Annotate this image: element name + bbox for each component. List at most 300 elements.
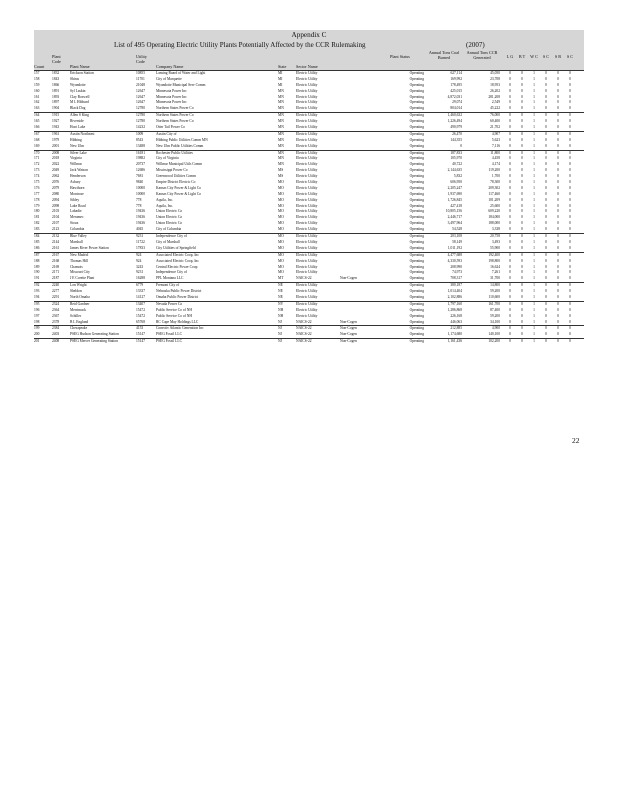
row-flag: 0 xyxy=(521,137,523,142)
row-flag: 0 xyxy=(521,339,523,344)
row-ccr-generated: 23,708 xyxy=(490,76,500,81)
row-flag: 1 xyxy=(533,168,535,173)
row-plant-name: Marshall xyxy=(70,239,83,244)
row-flag: 0 xyxy=(569,258,571,263)
row-ccr-generated: 7,261 xyxy=(491,270,500,275)
row-flag: 0 xyxy=(557,215,559,220)
row-status: Operating xyxy=(409,332,424,337)
row-plant-name: B L England xyxy=(70,319,89,324)
row-utility-code: 924 xyxy=(136,252,142,257)
row-status: Operating xyxy=(409,307,424,312)
row-company-name: Fremont City of xyxy=(156,283,180,288)
row-state: NJ xyxy=(278,332,282,337)
row-coal-burned: 804,014 xyxy=(450,106,462,111)
row-state: MN xyxy=(278,88,284,93)
row-status: Operating xyxy=(409,245,424,250)
row-count: 194 xyxy=(34,294,40,299)
row-flag: 0 xyxy=(557,119,559,124)
row-flag: 0 xyxy=(509,100,511,105)
row-state: NE xyxy=(278,289,283,294)
row-sector: Electric Utility xyxy=(296,294,318,299)
row-state: MN xyxy=(278,150,284,155)
row-flag: 1 xyxy=(533,100,535,105)
row-state: MO xyxy=(278,234,284,239)
row-ccr-generated: 119,200 xyxy=(488,168,500,173)
row-utility-code: 13337 xyxy=(136,289,145,294)
row-company-name: Central Electric Power Coop xyxy=(156,264,198,269)
row-ccr-generated: 281,208 xyxy=(488,94,500,99)
row-flag: 0 xyxy=(545,319,547,324)
table-row xyxy=(34,131,584,138)
row-coal-burned: 74,973 xyxy=(452,270,462,275)
row-count: 189 xyxy=(34,264,40,269)
row-status: Operating xyxy=(409,88,424,93)
row-flag: 0 xyxy=(557,301,559,306)
row-sector-subname: Non-Cogen xyxy=(340,326,357,331)
row-state: MN xyxy=(278,94,284,99)
row-status: Operating xyxy=(409,239,424,244)
row-ccr-generated: 4,458 xyxy=(491,156,500,161)
row-flag: 0 xyxy=(509,71,511,75)
row-flag: 0 xyxy=(557,143,559,148)
row-flag: 0 xyxy=(521,143,523,148)
row-count: 186 xyxy=(34,245,40,250)
row-count: 187 xyxy=(34,252,40,257)
row-plant-name: M L Hibbard xyxy=(70,100,89,105)
row-company-name: Independence City of xyxy=(156,270,187,275)
row-company-name: Northern States Power Co xyxy=(156,106,194,111)
row-plant-name: Clay Boswell xyxy=(70,94,90,99)
row-ccr-generated: 60,400 xyxy=(490,119,500,124)
row-coal-burned: 3,497,964 xyxy=(447,221,462,226)
row-ccr-generated: 3,338 xyxy=(491,227,500,232)
row-sector: Electric Utility xyxy=(296,71,318,75)
row-coal-burned: 380,187 xyxy=(450,283,462,288)
row-utility-code: 9840 xyxy=(136,180,144,185)
row-utility-code: 12647 xyxy=(136,88,145,93)
row-sector: Electric Utility xyxy=(296,307,318,312)
row-flag: 0 xyxy=(521,276,523,281)
row-flag: 0 xyxy=(509,88,511,93)
row-flag: 1 xyxy=(533,258,535,263)
row-flag: 0 xyxy=(557,221,559,226)
row-flag: 0 xyxy=(557,339,559,344)
row-flag: 0 xyxy=(509,227,511,232)
row-flag: 1 xyxy=(533,283,535,288)
row-company-name: Otter Tail Power Co xyxy=(156,125,185,130)
row-flag: 0 xyxy=(521,289,523,294)
row-status: Operating xyxy=(409,106,424,111)
row-flag: 0 xyxy=(545,313,547,318)
row-state: MO xyxy=(278,209,284,214)
row-plant-name: Shiras xyxy=(70,76,79,81)
row-coal-burned: 58,149 xyxy=(452,239,462,244)
row-coal-burned: 54,528 xyxy=(452,227,462,232)
row-flag: 0 xyxy=(509,264,511,269)
row-status: Operating xyxy=(409,185,424,190)
row-plant-name: PSEG Hudson Generating Station xyxy=(70,332,119,337)
row-count: 191 xyxy=(34,276,40,281)
row-sector: Electric Utility xyxy=(296,150,318,155)
row-ccr-generated: 2,549 xyxy=(491,100,500,105)
row-plant-code: 2403 xyxy=(52,332,60,337)
row-coal-burned: 29,074 xyxy=(452,100,462,105)
row-count: 178 xyxy=(34,197,40,202)
row-coal-burned: 169,992 xyxy=(450,76,462,81)
row-flag: 0 xyxy=(569,252,571,257)
row-plant-code: 1866 xyxy=(52,82,60,87)
row-plant-name: J E Corette Plant xyxy=(70,276,95,281)
row-status: Operating xyxy=(409,283,424,288)
row-flag: 0 xyxy=(557,185,559,190)
row-sector-subname: Non-Cogen xyxy=(340,339,357,344)
row-status: Operating xyxy=(409,313,424,318)
row-flag: 0 xyxy=(521,162,523,167)
row-state: MN xyxy=(278,125,284,130)
row-flag: 0 xyxy=(557,156,559,161)
row-flag: 0 xyxy=(521,88,523,93)
row-state: NV xyxy=(278,301,284,306)
row-flag: 0 xyxy=(521,82,523,87)
row-utility-code: 7681 xyxy=(136,174,144,179)
row-ccr-generated: 198,800 xyxy=(488,258,500,263)
row-utility-code: 21048 xyxy=(136,82,145,87)
row-plant-name: Black Dog xyxy=(70,106,86,111)
row-flag: 0 xyxy=(569,234,571,239)
table-row xyxy=(34,301,584,308)
row-state: MO xyxy=(278,203,284,208)
row-flag: 0 xyxy=(557,125,559,130)
row-flag: 0 xyxy=(545,276,547,281)
row-plant-code: 2364 xyxy=(52,307,60,312)
row-flag: 0 xyxy=(569,185,571,190)
row-coal-burned: 40,722 xyxy=(452,162,462,167)
row-flag: 0 xyxy=(545,76,547,81)
row-coal-burned: 178,495 xyxy=(450,82,462,87)
row-flag: 0 xyxy=(569,131,571,136)
row-plant-code: 2132 xyxy=(52,234,60,239)
row-ccr-generated: 3,493 xyxy=(491,239,500,244)
row-ccr-generated: 34,100 xyxy=(490,319,500,324)
row-flag: 0 xyxy=(509,239,511,244)
row-count: 182 xyxy=(34,221,40,226)
row-flag: 0 xyxy=(557,191,559,196)
row-sector: NAICS-22 xyxy=(296,332,312,337)
row-ccr-generated: 26,202 xyxy=(490,88,500,93)
row-flag: 0 xyxy=(509,307,511,312)
row-flag: 0 xyxy=(509,119,511,124)
row-flag: 0 xyxy=(509,313,511,318)
row-flag: 0 xyxy=(569,88,571,93)
row-count: 169 xyxy=(34,143,40,148)
row-utility-code: 6779 xyxy=(136,283,144,288)
row-flag: 0 xyxy=(545,71,547,75)
row-plant-code: 2022 xyxy=(52,162,60,167)
row-company-name: Minnesota Power Inc xyxy=(156,100,187,105)
row-flag: 0 xyxy=(569,276,571,281)
row-flag: 0 xyxy=(521,332,523,337)
row-sector: NAICS-22 xyxy=(296,319,312,324)
row-flag: 0 xyxy=(509,289,511,294)
row-utility-code: 10855 xyxy=(136,71,145,75)
row-flag: 0 xyxy=(509,283,511,288)
row-flag: 0 xyxy=(569,221,571,226)
row-flag: 0 xyxy=(557,289,559,294)
row-count: 170 xyxy=(34,150,40,155)
row-flag: 0 xyxy=(509,209,511,214)
row-plant-code: 2169 xyxy=(52,264,60,269)
row-coal-burned: 1,011,192 xyxy=(447,245,462,250)
row-flag: 0 xyxy=(545,332,547,337)
row-flag: 1 xyxy=(533,313,535,318)
row-flag: 0 xyxy=(521,71,523,75)
row-flag: 0 xyxy=(545,82,547,87)
row-flag: 0 xyxy=(509,174,511,179)
row-flag: 0 xyxy=(521,215,523,220)
row-state: NJ xyxy=(278,319,282,324)
row-flag: 1 xyxy=(533,180,535,185)
row-flag: 0 xyxy=(569,307,571,312)
row-count: 197 xyxy=(34,313,40,318)
row-sector: Electric Utility xyxy=(296,203,318,208)
row-flag: 1 xyxy=(533,301,535,306)
row-utility-code: 19436 xyxy=(136,215,145,220)
row-sector: Electric Utility xyxy=(296,313,318,318)
row-flag: 1 xyxy=(533,174,535,179)
row-state: MO xyxy=(278,258,284,263)
row-utility-code: 778 xyxy=(136,197,142,202)
row-count: 173 xyxy=(34,168,40,173)
table-title-year: (2007) xyxy=(466,41,485,49)
row-flag: 0 xyxy=(545,113,547,118)
row-status: Operating xyxy=(409,191,424,196)
row-flag: 0 xyxy=(509,197,511,202)
row-utility-code: 12647 xyxy=(136,94,145,99)
row-status: Operating xyxy=(409,113,424,118)
row-status: Operating xyxy=(409,125,424,130)
row-coal-burned: 0 xyxy=(460,143,462,148)
row-flag: 0 xyxy=(557,294,559,299)
row-status: Operating xyxy=(409,137,424,142)
row-flag: 1 xyxy=(533,245,535,250)
row-flag: 1 xyxy=(533,71,535,75)
row-plant-name: Jack Watson xyxy=(70,168,88,173)
row-status: Operating xyxy=(409,227,424,232)
row-flag: 1 xyxy=(533,221,535,226)
row-ccr-generated: 101,209 xyxy=(488,197,500,202)
row-status: Operating xyxy=(409,119,424,124)
row-flag: 1 xyxy=(533,294,535,299)
row-plant-name: Virginia xyxy=(70,156,82,161)
row-utility-code: 924 xyxy=(136,258,142,263)
row-flag: 1 xyxy=(533,264,535,269)
row-company-name: Public Service Co of NH xyxy=(156,313,192,318)
row-flag: 0 xyxy=(569,76,571,81)
row-sector: Electric Utility xyxy=(296,215,318,220)
row-flag: 0 xyxy=(521,264,523,269)
row-plant-code: 2144 xyxy=(52,239,60,244)
row-flag: 0 xyxy=(509,131,511,136)
row-coal-burned: 1,174,680 xyxy=(447,332,462,337)
row-count: 164 xyxy=(34,113,40,118)
row-company-name: City of Marquette xyxy=(156,76,182,81)
row-flag: 0 xyxy=(557,106,559,111)
row-status: Operating xyxy=(409,209,424,214)
row-flag: 0 xyxy=(569,203,571,208)
row-flag: 0 xyxy=(557,209,559,214)
row-status: Operating xyxy=(409,143,424,148)
row-ccr-generated: 192,400 xyxy=(488,252,500,257)
row-company-name: City Utilities of Springfield xyxy=(156,245,196,250)
row-plant-name: Allen S King xyxy=(70,113,89,118)
row-state: MO xyxy=(278,252,284,257)
row-count: 167 xyxy=(34,131,40,136)
row-plant-name: Schiller xyxy=(70,313,82,318)
row-status: Operating xyxy=(409,197,424,202)
row-coal-burned: 10,805,156 xyxy=(445,209,462,214)
row-plant-code: 2171 xyxy=(52,270,60,275)
row-sector: NAICS-22 xyxy=(296,339,312,344)
row-status: Operating xyxy=(409,294,424,299)
row-flag: 0 xyxy=(521,301,523,306)
row-coal-burned: 105,970 xyxy=(450,156,462,161)
row-sector: Electric Utility xyxy=(296,234,318,239)
row-flag: 0 xyxy=(521,197,523,202)
row-utility-code: 4153 xyxy=(136,326,144,331)
row-flag: 0 xyxy=(569,100,571,105)
row-flag: 0 xyxy=(569,156,571,161)
row-state: MN xyxy=(278,156,284,161)
row-count: 192 xyxy=(34,283,40,288)
row-state: MO xyxy=(278,191,284,196)
row-flag: 0 xyxy=(521,191,523,196)
row-ccr-generated: 184,000 xyxy=(488,215,500,220)
row-utility-code: 19436 xyxy=(136,221,145,226)
row-flag: 0 xyxy=(569,137,571,142)
row-plant-code: 1832 xyxy=(52,71,60,75)
row-plant-name: Erickson Station xyxy=(70,71,94,75)
row-flag: 0 xyxy=(545,197,547,202)
row-flag: 0 xyxy=(569,313,571,318)
row-plant-code: 1943 xyxy=(52,125,60,130)
row-coal-burned: 490,979 xyxy=(450,125,462,130)
row-coal-burned: 427,418 xyxy=(450,203,462,208)
row-flag: 0 xyxy=(569,227,571,232)
row-company-name: City of Marshall xyxy=(156,239,180,244)
row-sector: Electric Utility xyxy=(296,143,318,148)
row-company-name: City of Virginia xyxy=(156,156,179,161)
row-utility-code: 14127 xyxy=(136,294,145,299)
row-plant-code: 2094 xyxy=(52,197,60,202)
row-flag: 1 xyxy=(533,203,535,208)
row-ccr-generated: 76,000 xyxy=(490,113,500,118)
row-plant-name: Blue Valley xyxy=(70,234,87,239)
row-flag: 0 xyxy=(545,270,547,275)
row-flag: 0 xyxy=(545,156,547,161)
row-status: Operating xyxy=(409,234,424,239)
row-coal-burned: 187,833 xyxy=(450,150,462,155)
table-row xyxy=(34,325,584,332)
row-plant-name: Missouri City xyxy=(70,270,90,275)
row-flag: 0 xyxy=(557,326,559,331)
row-company-name: RC Cape May Holdings LLC xyxy=(156,319,199,324)
row-flag: 0 xyxy=(545,88,547,93)
row-plant-name: Wyandotte xyxy=(70,82,86,87)
row-count: 166 xyxy=(34,125,40,130)
row-flag: 0 xyxy=(545,150,547,155)
row-flag: 0 xyxy=(569,113,571,118)
row-flag: 0 xyxy=(521,239,523,244)
row-utility-code: 11722 xyxy=(136,239,145,244)
row-company-name: Hibbing Public Utilities Comm MN xyxy=(156,137,208,142)
row-flag: 0 xyxy=(557,283,559,288)
row-flag: 0 xyxy=(521,209,523,214)
row-ccr-generated: 14,800 xyxy=(490,283,500,288)
row-flag: 1 xyxy=(533,319,535,324)
row-flag: 1 xyxy=(533,88,535,93)
row-coal-burned: 2,446,717 xyxy=(447,215,462,220)
row-company-name: Mississippi Power Co xyxy=(156,168,188,173)
row-flag: 0 xyxy=(521,307,523,312)
row-flag: 0 xyxy=(545,185,547,190)
row-status: Operating xyxy=(409,168,424,173)
row-flag: 0 xyxy=(557,332,559,337)
row-flag: 0 xyxy=(557,239,559,244)
row-flag: 0 xyxy=(545,252,547,257)
row-ccr-generated: 117,460 xyxy=(488,191,500,196)
row-utility-code: 10000 xyxy=(136,185,145,190)
row-flag: 0 xyxy=(557,270,559,275)
row-flag: 0 xyxy=(521,227,523,232)
row-flag: 1 xyxy=(533,197,535,202)
row-utility-code: 10000 xyxy=(136,191,145,196)
row-flag: 1 xyxy=(533,76,535,81)
row-flag: 0 xyxy=(521,174,523,179)
row-utility-code: 1009 xyxy=(136,131,144,136)
row-plant-code: 2049 xyxy=(52,168,60,173)
row-ccr-generated: 21,702 xyxy=(490,125,500,130)
row-flag: 0 xyxy=(509,234,511,239)
row-flag: 0 xyxy=(569,326,571,331)
row-count: 198 xyxy=(34,319,40,324)
header-company-name: Company Name xyxy=(156,64,184,69)
row-plant-code: 2103 xyxy=(52,209,60,214)
row-company-name: Conectiv Atlantic Generation Inc xyxy=(156,326,204,331)
row-flag: 0 xyxy=(557,94,559,99)
row-sector: Electric Utility xyxy=(296,131,318,136)
row-state: MO xyxy=(278,239,284,244)
row-flag: 0 xyxy=(545,94,547,99)
row-plant-code: 1891 xyxy=(52,88,60,93)
row-utility-code: 17833 xyxy=(136,245,145,250)
row-plant-code: 2104 xyxy=(52,215,60,220)
row-plant-name: Hoot Lake xyxy=(70,125,86,130)
row-ccr-generated: 4,907 xyxy=(491,131,500,136)
row-company-name: PSEG Fossil LLC xyxy=(156,339,182,344)
row-flag: 0 xyxy=(569,180,571,185)
row-flag: 0 xyxy=(509,215,511,220)
row-count: 177 xyxy=(34,191,40,196)
row-sector: Electric Utility xyxy=(296,174,318,179)
row-ccr-generated: 45,222 xyxy=(490,106,500,111)
row-flag: 1 xyxy=(533,326,535,331)
row-ccr-generated: 18,953 xyxy=(490,82,500,87)
row-plant-code: 2001 xyxy=(52,143,60,148)
row-sector: Electric Utility xyxy=(296,252,318,257)
header-annual-coal: Annual Tons Coal Burned xyxy=(428,50,460,60)
row-plant-name: Labadie xyxy=(70,209,82,214)
row-flag: 0 xyxy=(569,319,571,324)
